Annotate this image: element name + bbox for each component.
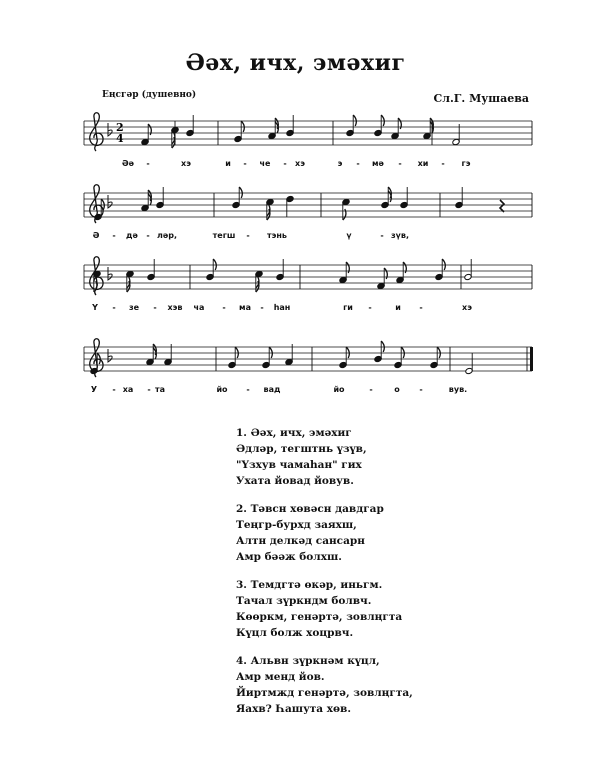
lyric-syllable: э [337,159,343,168]
lyric-syllable: зүв, [391,231,409,240]
lyric-syllable: ха [122,385,134,394]
lyric-syllable: Әә [121,159,135,168]
time-signature-top: 2 [116,121,124,134]
verse-line: 3. Темдгтә өкәр, иньгм. [236,579,383,591]
lyric-hyphen: - [441,159,445,168]
verse-line: Яахв? Һашута хөв. [236,703,351,715]
lyric-hyphen: - [246,385,250,394]
verse-line: Күцл болж хоцрвч. [236,627,354,639]
lyric-syllable: һан [273,303,291,312]
lyric-syllable: ләр, [156,231,178,240]
lyric-hyphen: - [398,159,402,168]
verse-3 [236,577,413,641]
lyric-hyphen: - [356,159,360,168]
final-barline-thick [530,347,533,371]
lyric-syllable: ги [343,303,353,312]
tempo-marking: Еңсгәр (душевно) [102,90,197,100]
verse-line: Йиртмжд генәртә, зовлңгта, [236,687,413,699]
lyric-syllable: ү [346,231,352,240]
verse-line: "Үзхув чамаһан" гих [236,459,362,471]
quarter-rest [500,200,504,212]
lyric-hyphen: - [368,303,372,312]
lyric-syllable: та [154,385,166,394]
lyric-syllable: и [225,159,231,168]
lyric-hyphen: - [153,303,157,312]
flat-key-signature [108,195,112,208]
lyric-hyphen: - [380,231,384,240]
verse-line: Ухата йовад йовув. [236,475,354,487]
lyric-syllable: йо [333,385,345,394]
lyric-syllable: хэв [167,303,183,312]
lyric-syllable: хэ [181,159,191,168]
verse-line: Теңгр-бурхд заяхш, [236,519,357,531]
note-flag [381,341,384,352]
verse-line: 4. Альвн зүркнәм күцл, [236,655,380,667]
time-signature-bottom: 4 [116,132,124,145]
lyric-hyphen: - [112,303,116,312]
verse-4 [236,653,413,717]
time-signature [116,121,124,145]
lyric-hyphen: - [243,159,247,168]
lyric-syllable: мә [372,159,384,168]
verse-line: 2. Тәвсн хөвәсн давдгар [236,503,384,515]
verse-1 [236,425,413,489]
flat-key-signature [108,123,112,136]
flat-key-signature [108,267,112,280]
verse-line: Көөркм, генәртә, зовлңгта [236,611,403,623]
note-flag [239,187,242,198]
verse-line: Тачал зүркндм болвч. [236,595,372,607]
lyric-syllable: У [90,385,98,394]
lyric-syllable: дә [126,231,138,240]
verse-line: 1. Әәх, ичх, эмәхиг [236,427,352,439]
lyric-syllable: йо [216,385,228,394]
lyric-hyphen: - [246,231,250,240]
staff [84,185,532,223]
note-flag [241,121,244,132]
note-flag [269,347,272,358]
lyric-syllable: хэ [295,159,305,168]
lyric-hyphen: - [369,385,373,394]
lyric-hyphen: - [146,231,150,240]
verse-line: Амр бәәж болхш. [236,551,342,563]
lyric-syllable: гэ [461,159,471,168]
verse-2 [236,501,413,565]
lyric-hyphen: - [147,385,151,394]
lyric-hyphen: - [419,385,423,394]
lyric-syllable: хэ [462,303,472,312]
lyric-syllable: тегш [212,231,236,240]
lyric-hyphen: - [112,385,116,394]
note-flag [401,347,404,358]
lyric-syllable: о [394,385,400,394]
lyric-syllable: зе [128,303,140,312]
staff [84,339,533,377]
lyric-syllable: тэнь [267,231,287,240]
lyric-syllable: че [259,159,271,168]
verse-line: Алтн делкәд сансарн [236,535,365,547]
lyric-syllable: Ү [92,303,98,312]
note-flag [213,259,216,270]
lyric-syllable: Ә [92,231,100,240]
note-flag [381,115,384,126]
lyric-hyphen: - [112,231,116,240]
lyric-syllable: ча [193,303,205,312]
staff [84,113,532,151]
note-flag [442,259,445,270]
lyricist-credit: Сл.Г. Мушаева [433,92,529,105]
lyric-syllable: хи [417,159,429,168]
note-flag [346,347,349,358]
song-title: Әәх, ичх, эмәхиг [185,50,406,76]
note-flag [437,347,440,358]
lyric-hyphen: - [260,303,264,312]
verse-line: Амр менд йов. [236,671,325,683]
staff [84,257,532,295]
note-flag [235,347,238,358]
lyric-syllable: и [395,303,401,312]
lyric-syllable: вад [263,385,281,394]
lyric-syllable: вув. [448,385,468,394]
staff-system [84,113,533,377]
lyric-hyphen: - [146,159,150,168]
verses-block [236,425,413,729]
lyric-syllable: ма [239,303,251,312]
flat-key-signature [108,349,112,362]
lyric-hyphen: - [283,159,287,168]
verse-line: Әдләр, тегштнь үзүв, [236,443,367,455]
lyric-hyphen: - [419,303,423,312]
lyric-hyphen: - [222,303,226,312]
note-flag [353,115,356,126]
